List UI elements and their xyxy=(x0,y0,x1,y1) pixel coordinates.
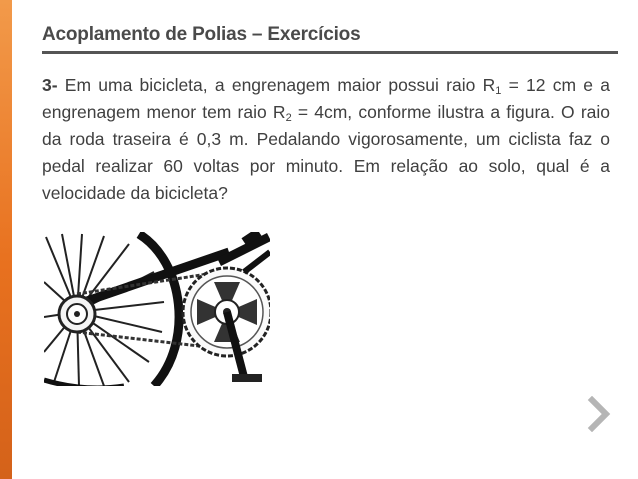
bicycle-gears-illustration xyxy=(44,232,270,386)
bicycle-gears-figure xyxy=(44,232,270,386)
question-text xyxy=(42,72,610,207)
slide-title: Acoplamento de Polias – Exercícios xyxy=(42,24,361,45)
question-part-2: = 12 cm e a engrenagem menor tem raio R xyxy=(42,75,610,122)
subscript-1: 1 xyxy=(495,85,502,97)
title-underline xyxy=(42,51,618,54)
accent-side-bar xyxy=(0,0,12,479)
question-number: 3- xyxy=(42,75,58,95)
subscript-2: 2 xyxy=(285,112,292,124)
next-slide-button[interactable] xyxy=(586,396,612,432)
question-part-3: = 4cm, conforme ilustra a figura. O raio da roda traseira é 0,3 m. Pedalando vigorosamente, um ciclista faz o pedal realizar 60 voltas por minuto. Em relação ao solo, qual é a velocidade da bicicleta? xyxy=(42,102,610,203)
chevron-right-icon xyxy=(586,396,612,432)
question-part-1: Em uma bicicleta, a engrenagem maior possui raio R xyxy=(57,75,496,95)
